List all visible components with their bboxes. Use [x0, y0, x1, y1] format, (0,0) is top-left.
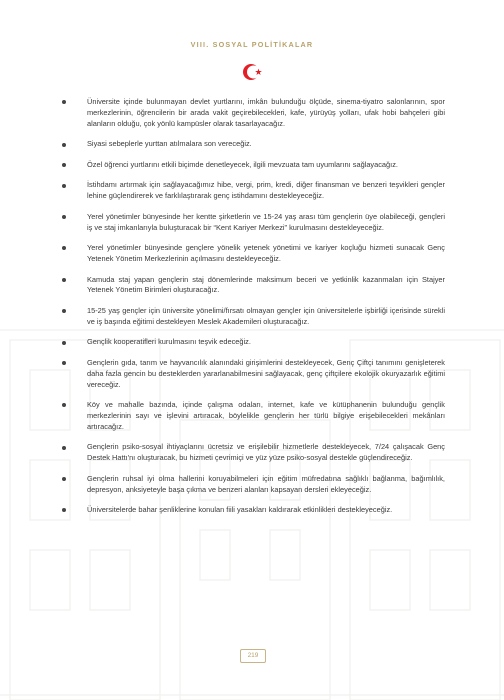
list-item	[61, 180, 445, 202]
list-item	[61, 442, 445, 464]
list-item	[61, 139, 445, 150]
list-item	[61, 243, 445, 265]
list-item-text: Üniversitelerde bahar şenliklerine konulan fiili yasakları kaldırarak etkinlikleri destekleyeceğiz.	[87, 505, 393, 515]
bullet-icon	[62, 100, 66, 104]
bullet-icon	[62, 446, 66, 450]
crescent-star-icon	[242, 63, 264, 81]
list-item	[61, 275, 445, 297]
list-item	[61, 97, 445, 130]
list-item	[61, 337, 445, 348]
bullet-icon	[62, 341, 66, 345]
bullet-icon	[62, 143, 66, 147]
bullet-icon	[62, 184, 66, 188]
list-item	[61, 306, 445, 328]
bullet-icon	[62, 215, 66, 219]
list-item-text: Özel öğrenci yurtlarını etkili biçimde denetleyecek, ilgili mevzuata tam uyumlarını sağlayacağız.	[87, 159, 398, 169]
list-item-text: Yerel yönetimler bünyesinde her kentte şirketlerin ve 15-24 yaş arası tüm gençlerin üye olabileceği, gençleri iş ve staj imkanlarıyla buluşturacak bir “Kent Kariyer Merkezi” kurulmasını destekleyeceğiz.	[87, 211, 445, 232]
list-item-text: Yerel yönetimler bünyesinde gençlere yönelik yetenek yönetimi ve kariyer koçluğu hizmeti sunacak Genç Yetenek Yönetim Merkezlerinin açılmasını destekleyeceğiz.	[87, 243, 445, 264]
page-number: 219	[240, 649, 266, 663]
policy-list	[61, 97, 445, 526]
list-item	[61, 358, 445, 391]
bullet-icon	[62, 163, 66, 167]
list-item	[61, 505, 445, 516]
list-item	[61, 400, 445, 433]
list-item-text: Siyasi sebeplerle yurttan atılmalara son vereceğiz.	[87, 139, 252, 149]
list-item-text: 15-25 yaş gençler için üniversite yönelimi/fırsatı olmayan gençler için üniversitelerle işbirliği içerisinde sürekli ve iş başında eğitimi destekleyen Meslek Akademileri oluşturacağız.	[87, 305, 445, 326]
section-title: VIII. SOSYAL POLİTİKALAR	[190, 40, 314, 49]
bullet-icon	[62, 403, 66, 407]
bullet-icon	[62, 278, 66, 282]
list-item-text: Gençlerin gıda, tarım ve hayvancılık alanındaki girişimlerini destekleyecek, Genç Çiftçi tanımını genişleterek daha fazla gencin bu desteklerden yararlanabilmesini sağlayacak, genç çiftçilere ekolojik okuryazarlık eğitimi vereceğiz.	[87, 357, 445, 389]
bullet-icon	[62, 508, 66, 512]
list-item-text: Köy ve mahalle bazında, içinde çalışma odaları, internet, kafe ve kütüphanenin bulunduğu gençlik merkezlerinin sayı ve işlevini artıracak, böylelikle gençlerin her türlü bilgiye erişebilecekleri mekânları artıracağız.	[87, 400, 445, 431]
list-item	[61, 212, 445, 234]
list-item-text: Gençlerin psiko-sosyal ihtiyaçlarını ücretsiz ve erişilebilir hizmetlerle destekleyecek, 7/24 çalışacak Genç Destek Hattı'nı oluşturacak, bu hizmeti çevrimiçi ve yüz yüze psiko-sosyal destekle güçlendireceğiz.	[87, 442, 445, 463]
list-item-text: Gençlik kooperatifleri kurulmasını teşvik edeceğiz.	[87, 337, 251, 347]
bullet-icon	[62, 361, 66, 365]
bullet-icon	[62, 309, 66, 313]
list-item-text: Üniversite içinde bulunmayan devlet yurtlarını, imkân bulunduğu ölçüde, sinema-tiyatro salonlarının, spor merkezlerinin, öğrencilerin bir arada vakit geçirebilecekleri, kafe, yürüyüş yolları, ufak hobi bahçeleri gibi alanların olduğu, çok yönlü kampüsler olarak tasarlayacağız.	[87, 97, 445, 128]
list-item	[61, 474, 445, 496]
list-item	[61, 160, 445, 171]
bullet-icon	[62, 477, 66, 481]
list-item-text: İstihdamı artırmak için sağlayacağımız hibe, vergi, prim, kredi, diğer finansman ve benzeri teşvikleri gençler lehine güçlendirerek ve farklılaştırarak genç istihdamını destekleyeceğiz.	[87, 180, 445, 201]
bullet-icon	[62, 246, 66, 250]
list-item-text: Kamuda staj yapan gençlerin staj dönemlerinde maksimum beceri ve yetkinlik kazanmaları için Stajyer Yetenek Yönetim Birimleri oluşturacağız.	[87, 274, 445, 295]
list-item-text: Gençlerin ruhsal iyi olma hallerini koruyabilmeleri için eğitim müfredatına sağlıklı bağlanma, bağımlılık, depresyon, anksiyeteyle başa çıkma ve benzeri alanları kapsayan dersleri ekleyeceğiz.	[87, 473, 445, 494]
